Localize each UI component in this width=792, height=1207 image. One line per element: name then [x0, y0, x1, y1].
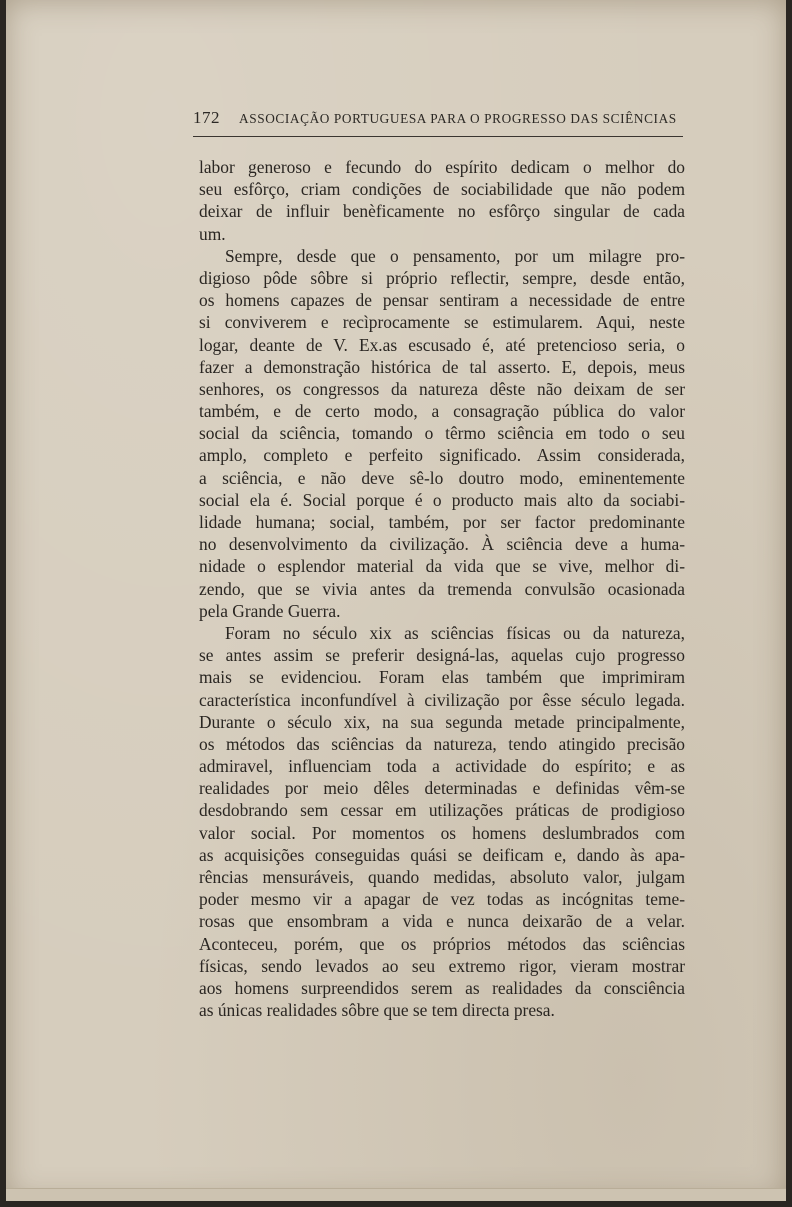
- text-line: também, e de certo modo, a consagração pública do valor: [199, 401, 685, 422]
- text-line: valor social. Por momentos os homens deslumbrados com: [199, 822, 685, 843]
- body-text: [199, 156, 685, 1021]
- page-header: [193, 106, 683, 138]
- text-line: no desenvolvimento da civilização. À sciência deve a huma-: [199, 534, 685, 555]
- text-line: se antes assim se preferir designá-las, aquelas cujo progresso: [199, 645, 685, 666]
- text-line: a sciência, e não deve sê-lo doutro modo, eminentemente: [199, 467, 685, 488]
- text-line: característica inconfundível à civilização por êsse século legada.: [199, 689, 685, 710]
- text-line: social ela é. Social porque é o producto mais alto da sociabi-: [199, 489, 685, 510]
- text-line: lidade humana; social, também, por ser factor predominante: [199, 512, 685, 532]
- text-line: digioso pôde sôbre si próprio reflectir, sempre, desde então,: [199, 267, 685, 288]
- text-line: amplo, completo e perfeito significado. Assim considerada,: [199, 445, 685, 466]
- text-line: aos homens surpreendidos serem as realidades da consciência: [199, 977, 685, 998]
- text-line: deixar de influir benèficamente no esfôrço singular de cada: [199, 201, 685, 222]
- text-line: seu esfôrço, criam condições de sociabilidade que não podem: [199, 179, 685, 200]
- page-number: 172: [193, 108, 220, 127]
- text-line: rosas que ensombram a vida e nunca deixarão de a velar.: [199, 911, 685, 932]
- text-line: os homens capazes de pensar sentiram a necessidade de entre: [199, 290, 685, 311]
- text-line: as únicas realidades sôbre que se tem directa presa.: [199, 1000, 555, 1021]
- text-line: realidades por meio dêles determinadas e definidas vêm-se: [199, 778, 685, 799]
- text-line: Sempre, desde que o pensamento, por um milagre pro-: [225, 245, 685, 266]
- text-line: admiravel, influenciam toda a actividade do espírito; e as: [199, 756, 685, 777]
- book-page: [6, 0, 786, 1200]
- running-title: ASSOCIAÇÃO PORTUGUESA PARA O PROGRESSO DAS SCIÊNCIAS: [239, 111, 677, 126]
- text-line: logar, deante de V. Ex.as escusado é, até pretencioso seria, o: [199, 334, 685, 355]
- text-line: fazer a demonstração histórica de tal asserto. E, depois, meus: [199, 356, 685, 377]
- text-line: as acquisições conseguidas quási se deificam e, dando às apa-: [199, 844, 685, 865]
- text-line: um.: [199, 223, 226, 244]
- text-line: físicas, sendo levados ao seu extremo rigor, vieram mostrar: [199, 955, 685, 976]
- text-line: senhores, os congressos da natureza dêste não deixam de ser: [199, 378, 685, 399]
- text-line: zendo, que se vivia antes da tremenda convulsão ocasionada: [199, 578, 685, 599]
- text-line: nidade o esplendor material da vida que se vive, melhor di-: [199, 556, 685, 577]
- text-line: Aconteceu, porém, que os próprios métodos das sciências: [199, 933, 685, 954]
- text-line: rências mensuráveis, quando medidas, absoluto valor, julgam: [199, 867, 685, 887]
- text-line: labor generoso e fecundo do espírito dedicam o melhor do: [199, 157, 685, 177]
- text-line: mais se evidenciou. Foram elas também que imprimiram: [199, 667, 685, 688]
- text-line: os métodos das sciências da natureza, tendo atingido precisão: [199, 733, 685, 754]
- text-line: poder mesmo vir a apagar de vez todas as incógnitas teme-: [199, 889, 685, 910]
- text-line: Foram no século xix as sciências físicas ou da natureza,: [225, 622, 685, 643]
- page-bottom-edge: [6, 1188, 786, 1201]
- text-line: si conviverem e recìprocamente se estimularem. Aqui, neste: [199, 312, 685, 333]
- text-line: social da sciência, tomando o têrmo sciência em todo o seu: [199, 423, 685, 444]
- text-line: desdobrando sem cessar em utilizações práticas de prodigioso: [199, 800, 685, 821]
- header-rule: [193, 136, 683, 137]
- text-line: Durante o século xix, na sua segunda metade principalmente,: [199, 711, 685, 732]
- text-line: pela Grande Guerra.: [199, 600, 341, 621]
